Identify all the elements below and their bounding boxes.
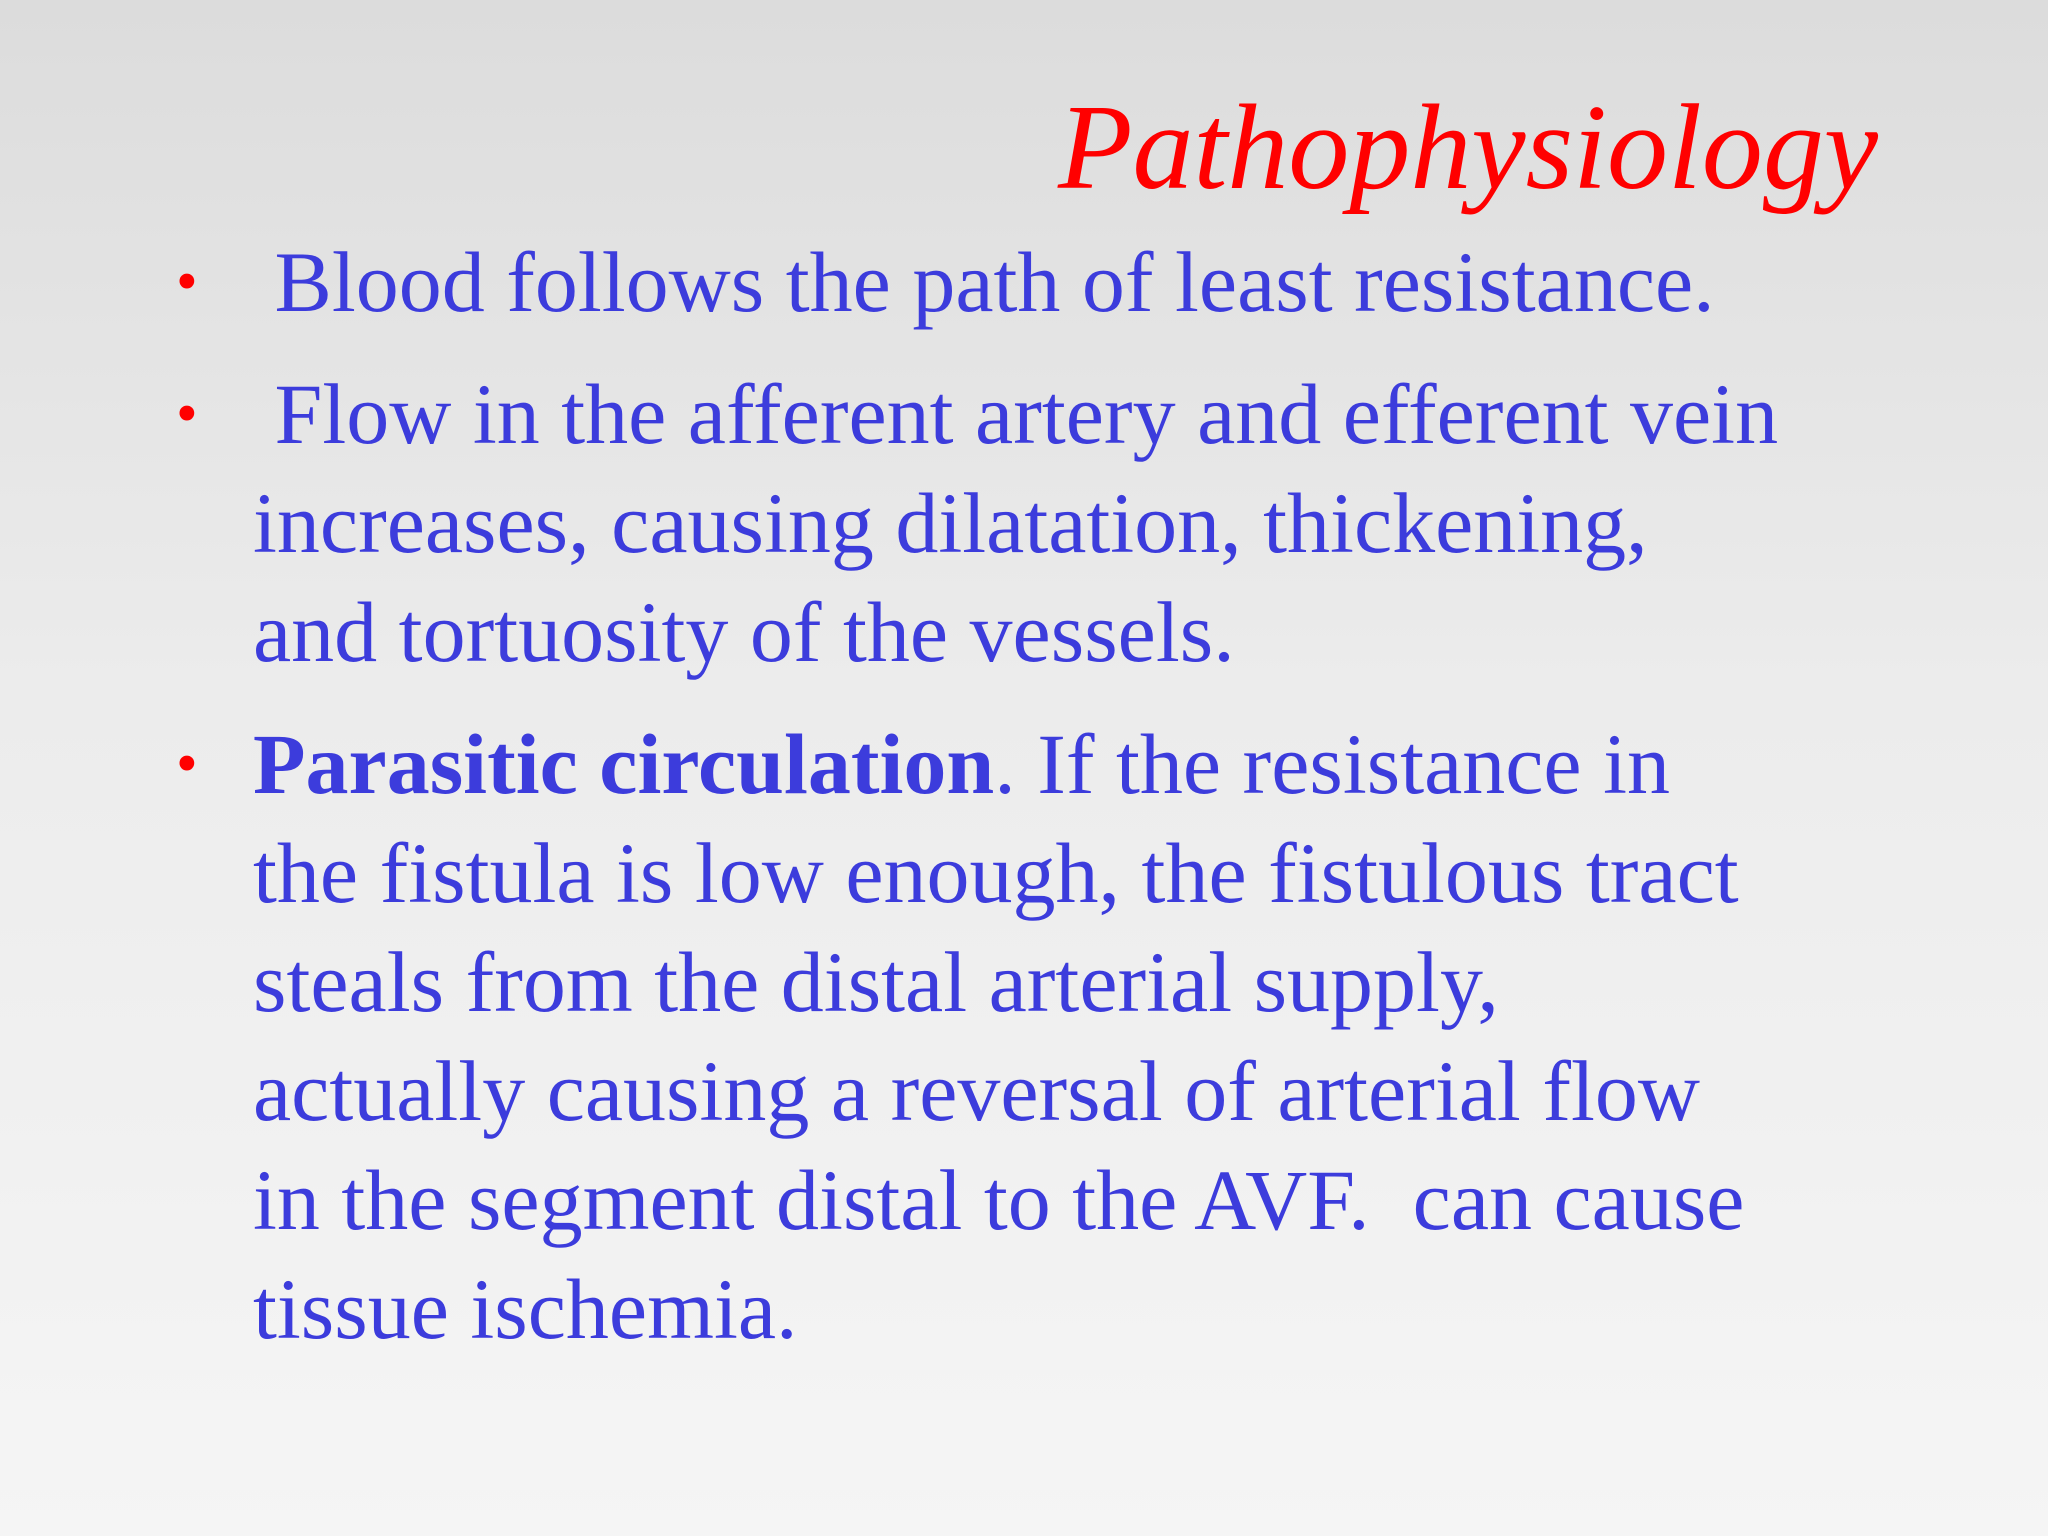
bullet-icon: • xyxy=(176,730,198,798)
bullet-icon: • xyxy=(176,248,198,316)
bullet-text-line: and tortuosity of the vessels. xyxy=(253,584,1235,680)
slide-title: Pathophysiology xyxy=(1058,80,1878,215)
bullet-text-line: actually causing a reversal of arterial flow xyxy=(253,1043,1700,1139)
bullet-text-line: tissue ischemia. xyxy=(253,1261,798,1357)
bullet-text-line: steals from the distal arterial supply, xyxy=(253,934,1499,1030)
bullet-item-afferent-flow xyxy=(0,360,2048,687)
bullet-list xyxy=(0,228,2048,1387)
bullet-text-line: the fistula is low enough, the fistulous tract xyxy=(253,825,1739,921)
bullet-text-line: increases, causing dilatation, thickening, xyxy=(253,475,1648,571)
bullet-text-line: Flow in the afferent artery and efferent vein xyxy=(253,366,1779,462)
bullet-bold-term: Parasitic circulation xyxy=(253,716,995,812)
bullet-item-parasitic-circulation xyxy=(0,710,2048,1364)
bullet-item-blood-flow xyxy=(0,228,2048,337)
bullet-icon: • xyxy=(176,380,198,448)
bullet-text-line: in the segment distal to the AVF. can cause xyxy=(253,1152,1745,1248)
bullet-text-line: . If the resistance in xyxy=(994,716,1670,812)
bullet-text-line: Blood follows the path of least resistance. xyxy=(253,234,1715,330)
